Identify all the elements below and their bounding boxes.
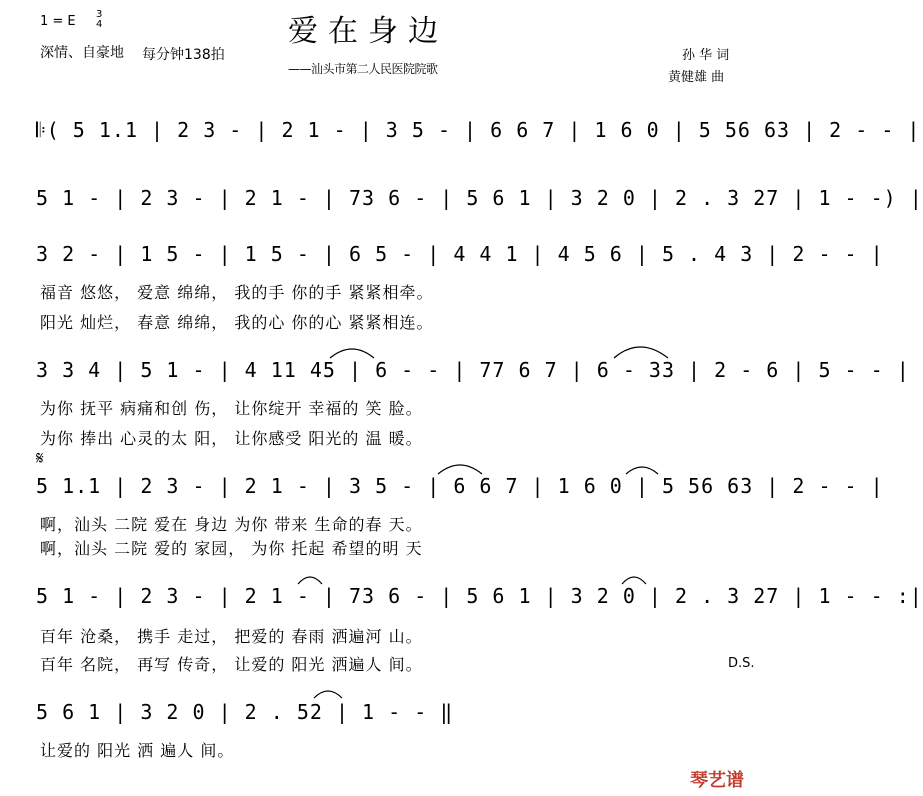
key-signature: 1 = E — [40, 14, 76, 29]
watermark-logo: 琴艺谱 — [690, 770, 744, 791]
score-row-4-notes: 3 3 4 | 5 1 - | 4 11 45 | 6 - - | 77 6 7 | 6 - 33 | 2 - 6 | 5 - - | — [36, 358, 910, 382]
lyricist-credit: 孙 华 词 — [682, 48, 730, 63]
score-row-6-notes: 5 1 - | 2 3 - | 2 1 - | 73 6 - | 5 6 1 | 3 2 0 | 2 . 3 27 | 1 - - :| — [36, 584, 923, 608]
score-row-6-lyric-2: 百年 名院， 再写 传奇， 让爱的 阳光 洒遍人 间。 — [40, 655, 423, 674]
score-row-2-notes: 5 1 - | 2 3 - | 2 1 - | 73 6 - | 5 6 1 | 3 2 0 | 2 . 3 27 | 1 - -) | — [36, 186, 923, 210]
composer-credit: 黄健雄 曲 — [668, 70, 725, 85]
song-title: 爱在身边 — [288, 14, 448, 49]
time-signature-bottom: 4 — [96, 19, 103, 30]
time-signature-top: 3 — [96, 9, 103, 20]
score-row-3-lyric-1: 福音 悠悠， 爱意 绵绵， 我的手 你的手 紧紧相牵。 — [40, 283, 434, 302]
score-row-4-lyric-2: 为你 捧出 心灵的太 阳， 让你感受 阳光的 温 暖。 — [40, 429, 423, 448]
segno-icon: 𝄋 — [36, 448, 44, 469]
score-row-5-lyric-2: 啊，汕头 二院 爱的 家园， 为你 托起 希望的明 天 — [40, 539, 423, 558]
score-row-7-notes: 5 6 1 | 3 2 0 | 2 . 52 | 1 - - ‖ — [36, 700, 454, 724]
song-subtitle: ——汕头市第二人民医院院歌 — [288, 62, 438, 76]
score-row-1-notes: 𝄆( 5 1.1 | 2 3 - | 2 1 - | 3 5 - | 6 6 7 | 1 6 0 | 5 56 63 | 2 - - | — [36, 118, 921, 142]
score-row-5-lyric-1: 啊，汕头 二院 爱在 身边 为你 带来 生命的春 天。 — [40, 515, 423, 534]
score-row-7-lyric-1: 让爱的 阳光 洒 遍人 间。 — [40, 741, 235, 760]
dal-segno-marking: D.S. — [728, 656, 755, 671]
score-row-6-lyric-1: 百年 沧桑， 携手 走过， 把爱的 春雨 洒遍河 山。 — [40, 627, 423, 646]
mood-marking: 深情、自豪地 — [40, 45, 124, 61]
score-row-5-notes: 5 1.1 | 2 3 - | 2 1 - | 3 5 - | 6 6 7 | 1 6 0 | 5 56 63 | 2 - - | — [36, 474, 884, 498]
score-row-3-lyric-2: 阳光 灿烂， 春意 绵绵， 我的心 你的心 紧紧相连。 — [40, 313, 434, 332]
score-row-3-notes: 3 2 - | 1 5 - | 1 5 - | 6 5 - | 4 4 1 | 4 5 6 | 5 . 4 3 | 2 - - | — [36, 242, 884, 266]
score-row-4-lyric-1: 为你 抚平 病痛和创 伤， 让你绽开 幸福的 笑 脸。 — [40, 399, 423, 418]
tempo-marking: 每分钟138拍 — [142, 47, 225, 63]
